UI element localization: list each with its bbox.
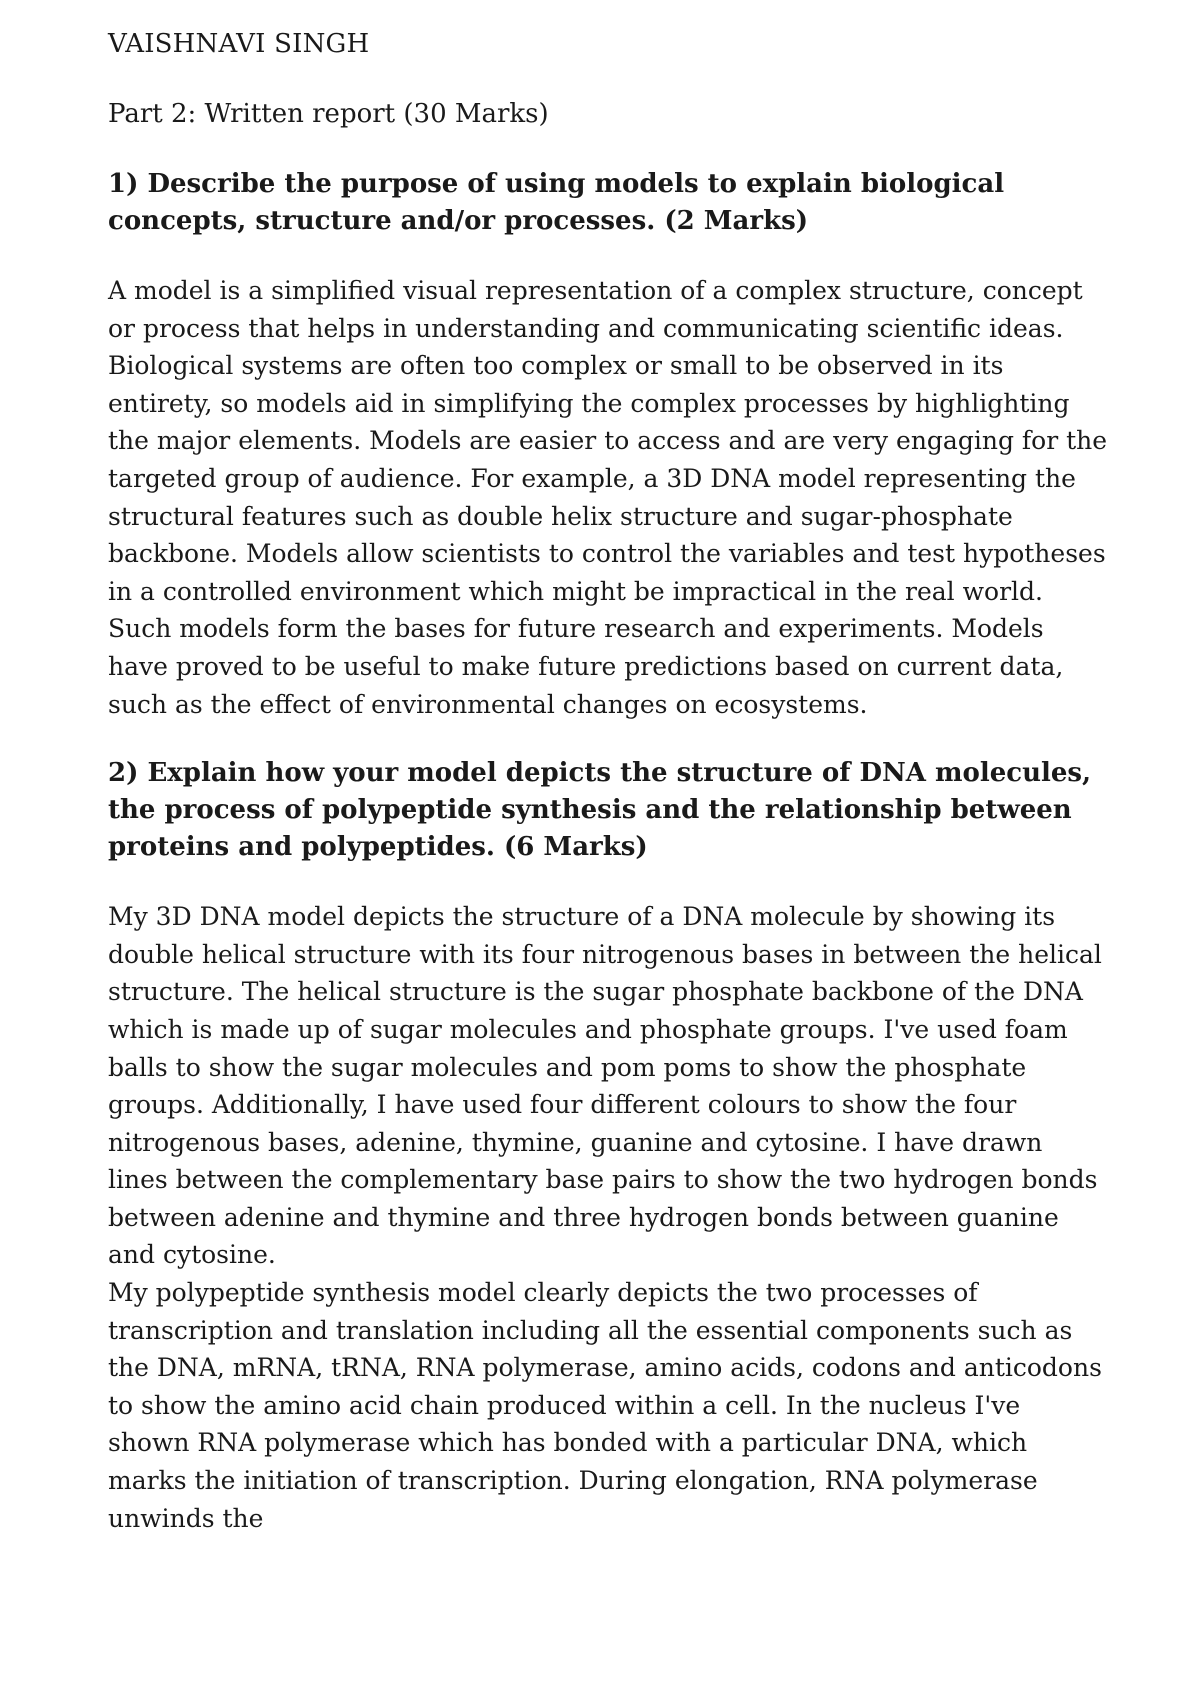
author-name: VAISHNAVI SINGH [108, 29, 370, 59]
part-title: Part 2: Written report (30 Marks) [108, 99, 549, 129]
answer-1-paragraph [108, 272, 1108, 723]
answer-2-text-polypeptide-model: My polypeptide synthesis model clearly depicts the two processes of transcription and translation including all the essential components such as the DNA, mRNA, tRNA, RNA polymerase, amino acids, codons and anticodons to show the amino acid chain produced within a cell. In the nucleus I've shown RNA polymerase which has bonded with a particular DNA, which marks the initiation of transcription. During elongation, RNA polymerase unwinds the [108, 1278, 1102, 1533]
answer-2-paragraphs [108, 898, 1108, 1537]
question-1-heading: 1) Describe the purpose of using models to explain biological concepts, structure and/or processes. (2 Marks) [108, 169, 1005, 236]
question-2-heading: 2) Explain how your model depicts the structure of DNA molecules, the process of polypeptide synthesis and the relationship between proteins and polypeptides. (6 Marks) [108, 758, 1092, 863]
document-page [108, 24, 1108, 1537]
answer-1-text: A model is a simplified visual representation of a complex structure, concept or process that helps in understanding and communicating scientific ideas. Biological systems are often too complex or small to be observed in its entirety, so models aid in simplifying the complex processes by highlighting the major elements. Models are easier to access and are very engaging for the targeted group of audience. For example, a 3D DNA model representing the structural features such as double helix structure and sugar-phosphate backbone. Models allow scientists to control the variables and test hypotheses in a controlled environment which might be impractical in the real world. Such models form the bases for future research and experiments. Models have proved to be useful to make future predictions based on current data, such as the effect of environmental changes on ecosystems. [108, 276, 1108, 719]
answer-2-text-dna-model: My 3D DNA model depicts the structure of a DNA molecule by showing its double helical structure with its four nitrogenous bases in between the helical structure. The helical structure is the sugar phosphate backbone of the DNA which is made up of sugar molecules and phosphate groups. I've used foam balls to show the sugar molecules and pom poms to show the phosphate groups. Additionally, I have used four different colours to show the four nitrogenous bases, adenine, thymine, guanine and cytosine. I have drawn lines between the complementary base pairs to show the two hydrogen bonds between adenine and thymine and three hydrogen bonds between guanine and cytosine. [108, 902, 1102, 1270]
